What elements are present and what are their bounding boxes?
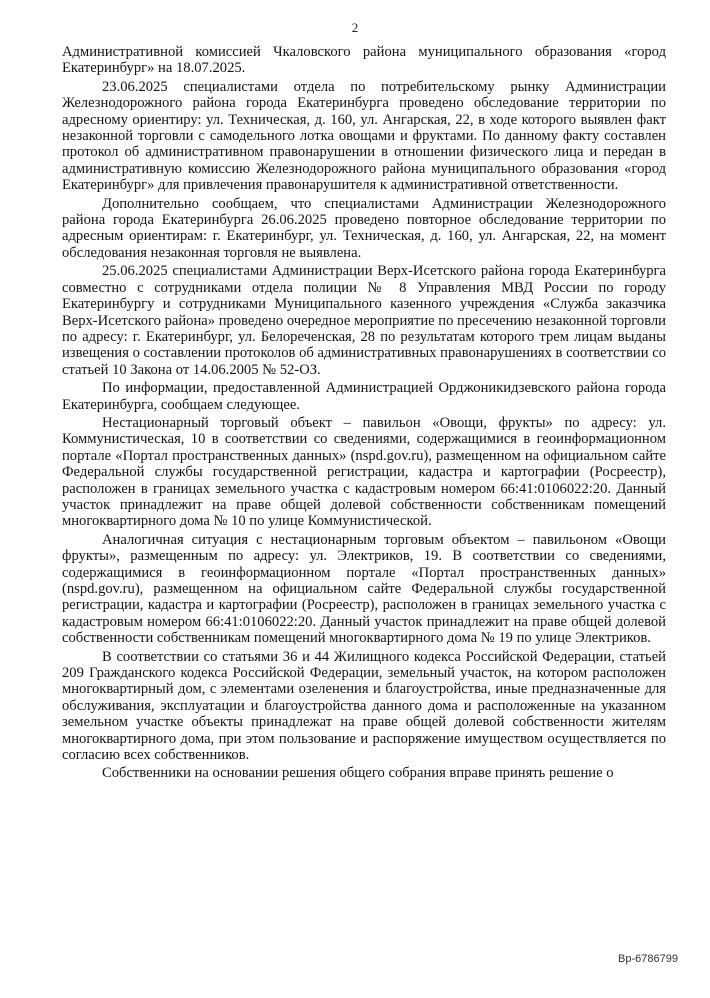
paragraph-owners-decision: Собственники на основании решения общего собрания вправе принять решение о <box>102 765 614 782</box>
page-number: 2 <box>351 20 359 35</box>
paragraph-zheleznodorozhny-inspection: 23.06.2025 специалистами отдела по потребительскому рынку Администрации Железнодорожного района города Екатеринбурга проведено обследование территории по адресному ориентиру: ул. Техническая, д. 160, ул. Ангарская, 22, в ходе которого выявлен факт незаконной торговли с самодельного лотка овощами и фруктами. По данному факту составлен протокол об административном правонарушении в отношении физического лица и передан в административную комиссию Железнодорожного района муниципального образования «город Екатеринбург» для привлечения правонарушителя к административной ответственности. <box>62 78 666 194</box>
paragraph-kommunisticheskaya-pavilion: Нестационарный торговый объект – павильон «Овощи, фрукты» по адресу: ул. Коммунистическая, 10 в соответствии со сведениями, содержащимися в геоинформационном портале «Портал пространственных данных» (nspd.gov.ru), размещенном на официальном сайте Федеральной службы государственной регистрации, кадастра и картографии (Росреестр), расположен в границах земельного участка с кадастровым номером 66:41:0106022:20. Данный участок принадлежит на праве общей долевой собственности собственникам помещений многоквартирного дома № 10 по улице Коммунистической. <box>62 414 666 530</box>
paragraph-repeat-inspection: Дополнительно сообщаем, что специалистами Администрации Железнодорожного района города Екатеринбурга 26.06.2025 проведено повторное обследование территории по адресным ориентирам: г. Екатеринбург, ул. Техническая, д. 160, ул. Ангарская, 22, на момент обследования незаконная торговля не выявлена. <box>62 195 666 261</box>
paragraph-housing-code: В соответствии со статьями 36 и 44 Жилищного кодекса Российской Федерации, статьей 209 Гражданского кодекса Российской Федерации, земельный участок, на котором расположен многоквартирный дом, с элементами озеленения и благоустройства, иные предназначенные для обслуживания, эксплуатации и благоустройства данного дома и расположенные на указанном земельном участке объекты принадлежат на праве общей долевой собственности жителям многоквартирного дома, при этом пользование и распоряжение имуществом осуществляется по согласию всех собственников. <box>62 648 666 764</box>
paragraph-continuation: Административной комиссией Чкаловского района муниципального образования «город Екатеринбург» на 18.07.2025. <box>62 44 666 77</box>
paragraph-verkh-isetsky-raid: 25.06.2025 специалистами Администрации Верх-Исетского района города Екатеринбурга совместно с сотрудниками отдела полиции № 8 Управления МВД России по городу Екатеринбургу и сотрудниками Муниципального казенного учреждения «Служба заказчика Верх-Исетского района» проведено очередное мероприятие по пресечению незаконной торговли по адресу: г. Екатеринбург, ул. Белореченская, 28 по результатам которого трем лицам выданы извещения о составлении протоколов об административных правонарушениях в соответствии со статьей 10 Закона от 14.06.2005 № 52-ОЗ. <box>62 263 666 378</box>
paragraph-ordzhonikidzevsky-intro: По информации, предоставленной Администрацией Орджоникидзевского района города Екатеринбурга, сообщаем следующее. <box>62 380 666 413</box>
paragraph-elektrikov-pavilion: Аналогичная ситуация с нестационарным торговым объектом – павильоном «Овощи фрукты», размещенным по адресу: ул. Электриков, 19. В соответствии со сведениями, содержащимися в геоинформационном портале «Портал пространственных данных» (nspd.gov.ru), размещенном на официальном сайте Федеральной службы государственной регистрации, кадастра и картографии (Росреестр), расположен в границах земельного участка с кадастровым номером 66:41:0106022:20. Данный участок принадлежит на праве общей долевой собственности собственникам помещений многоквартирного дома № 19 по улице Электриков. <box>62 531 666 647</box>
document-registration-code: Вр-6786799 <box>618 953 678 965</box>
document-body <box>62 44 666 784</box>
